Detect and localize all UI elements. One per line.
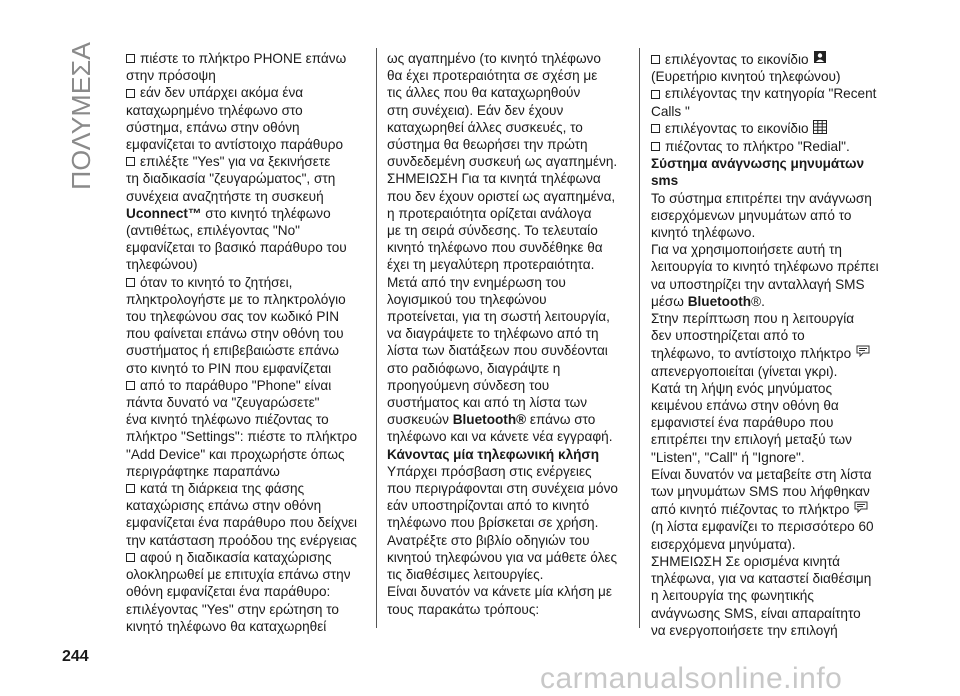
line-text: επιλέγοντας "Yes" στην ερώτηση το (126, 601, 339, 617)
text-line (126, 497, 366, 514)
line-text: τηλέφωνο που βρίσκεται σε χρήση. (387, 515, 599, 531)
text-line (126, 601, 366, 618)
text-line (387, 67, 627, 84)
bullet-item (126, 480, 366, 497)
text-line (126, 566, 366, 583)
text-line (651, 500, 896, 518)
text-line (126, 308, 366, 325)
line-text: η λειτουργία της φωνητικής (651, 588, 814, 604)
line-text: σύστημα, επάνω στην οθόνη (126, 119, 300, 135)
line-text: συσκευών Bluetooth® επάνω στο (387, 412, 596, 428)
line-text: εμφανίζεται το αντίστοιχο παράθυρο (126, 137, 344, 153)
line-text: Για να χρησιμοποιήσετε αυτή τη (651, 242, 842, 258)
line-text: προτείνεται, για τη σωστή λειτουργία, (387, 309, 610, 325)
text-line (387, 84, 627, 101)
text-line (387, 360, 627, 377)
text-line (387, 239, 627, 256)
line-text: τις διαθέσιμες λειτουργίες. (387, 567, 544, 583)
line-text: συστήματος ή επιβεβαιώστε επάνω (126, 343, 339, 359)
text-line (387, 325, 627, 342)
text-line (126, 514, 366, 531)
text-line (651, 310, 896, 327)
line-text: λίστα των διατάξεων που συνδέονται (387, 343, 608, 359)
line-text: λογισμικού του τηλεφώνου (387, 291, 547, 307)
text-line (651, 414, 896, 431)
line-text: περιγράφτηκε παραπάνω (126, 463, 280, 479)
column-right (651, 50, 896, 639)
line-text: επιτρέπει την επιλογή μεταξύ των (651, 432, 852, 448)
line-text: Uconnect™ στο κινητό τηλέφωνο (126, 205, 331, 221)
watermark: carmanualsonline.info (540, 662, 843, 695)
text-line (126, 446, 366, 463)
line-text: "Listen", "Call" ή "Ignore". (651, 449, 805, 465)
text-line (387, 566, 627, 583)
line-text: Κατά τη λήψη ενός μηνύματος (651, 380, 833, 396)
line-text: πληκτρολογήστε με το πληκτρολόγιο (126, 291, 346, 307)
text-line (387, 394, 627, 411)
line-text: τις άλλες που θα καταχωρηθούν (387, 85, 581, 101)
checkbox-bullet-icon (651, 142, 660, 151)
text-line (651, 363, 896, 380)
line-text: ολοκληρωθεί με επιτυχία επάνω στην (126, 567, 351, 583)
line-text: επιλέξτε "Yes" για να ξεκινήσετε (140, 154, 331, 170)
line-text: έχει τη μεγαλύτερη προτεραιότητα. (387, 257, 595, 273)
keypad-icon (813, 120, 827, 138)
line-text: θα έχει προτεραιότητα σε σχέση με (387, 68, 598, 84)
bullet-item (651, 85, 896, 102)
line-text: τη διαδικασία "ζευγαρώματος", στη (126, 171, 336, 187)
text-line (126, 239, 366, 256)
bullet-item (126, 274, 366, 291)
line-text: τηλέφωνο και να κάνετε νέα εγγραφή. (387, 429, 613, 445)
checkbox-bullet-icon (126, 381, 135, 390)
text-line (126, 102, 366, 119)
line-text: εισερχόμενων μηνυμάτων από το (651, 207, 852, 223)
text-line (651, 536, 896, 553)
text-line (651, 397, 896, 414)
line-text: εμφανίζεται το βασικό παράθυρο του (126, 240, 347, 256)
line-text: συνδεδεμένη συσκευή ως αγαπημένη. (387, 154, 618, 170)
line-text: που περιγράφονται στη συνέχεια μόνο (387, 481, 618, 497)
bullet-item (651, 138, 896, 155)
line-text: εάν δεν υπάρχει ακόμα ένα (140, 85, 304, 101)
line-text: μέσω Bluetooth®. (651, 293, 765, 309)
text-line (126, 532, 366, 549)
text-line (126, 325, 366, 342)
text-line (387, 308, 627, 325)
line-text: τους παρακάτω τρόπους: (387, 601, 540, 617)
text-line (387, 411, 627, 428)
line-text: Υπάρχει πρόσβαση στις ενέργειες (387, 463, 592, 479)
text-line (387, 497, 627, 514)
line-text: όταν το κινητό το ζητήσει, (140, 274, 293, 290)
text-line (126, 583, 366, 600)
line-text: κινητού τηλεφώνου για να μάθετε όλες (387, 549, 618, 565)
section-heading (651, 172, 896, 189)
bullet-item (126, 549, 366, 566)
column-middle (387, 50, 627, 618)
text-line (126, 256, 366, 273)
column-divider (376, 48, 377, 628)
line-text: καταχωρημένο τηλέφωνο στο (126, 102, 303, 118)
text-line (651, 103, 896, 120)
side-title-text: ΠΟΛΥΜΕΣΑ (66, 46, 96, 190)
text-line (651, 258, 896, 275)
line-text: απενεργοποιείται (γίνεται γκρι). (651, 363, 838, 379)
bullet-item (651, 120, 896, 138)
line-text: που φαίνεται επάνω στην οθόνη του (126, 326, 344, 342)
text-line (651, 570, 896, 587)
text-line (126, 188, 366, 205)
line-text: Μετά από την ενημέρωση του (387, 274, 566, 290)
checkbox-bullet-icon (651, 55, 660, 64)
line-text: ως αγαπημένο (το κινητό τηλέφωνο (387, 51, 601, 66)
line-text: (αντιθέτως, επιλέγοντας "No" (126, 223, 300, 239)
checkbox-bullet-icon (126, 278, 135, 287)
line-text: ΣΗΜΕΙΩΣΗ Σε ορισμένα κινητά (651, 553, 841, 569)
text-line (651, 241, 896, 258)
line-text: ένα κινητό τηλέφωνο πιέζοντας το (126, 412, 329, 428)
line-text: (η λίστα εμφανίζει το περισσότερο 60 (651, 519, 874, 535)
line-text: Είναι δυνατόν να κάνετε μία κλήση με (387, 584, 612, 600)
line-text: επιλέγοντας το εικονίδιο (665, 51, 809, 67)
text-line (387, 583, 627, 600)
text-line (387, 102, 627, 119)
line-text: που δεν έχουν οριστεί ως αγαπημένα, (387, 188, 616, 204)
text-line (651, 68, 896, 85)
line-text: κατά τη διάρκεια της φάσης (140, 481, 305, 497)
line-text: Είναι δυνατόν να μεταβείτε στη λίστα (651, 466, 872, 482)
line-text: με τη σειρά σύνδεσης. Το τελευταίο (387, 223, 598, 239)
line-text: τηλέφωνο, το αντίστοιχο πλήκτρο (651, 345, 852, 361)
text-line (387, 50, 627, 67)
message-icon (855, 344, 871, 362)
line-text: καταχώρισης επάνω στην οθόνη (126, 498, 322, 514)
line-text: πιέζοντας το πλήκτρο "Redial". (665, 139, 850, 155)
line-text: Το σύστημα επιτρέπει την ανάγνωση (651, 190, 872, 206)
line-text: πάντα δυνατό να "ζευγαρώσετε" (126, 395, 320, 411)
line-text: λειτουργία το κινητό τηλέφωνο πρέπει (651, 259, 879, 275)
line-text: τηλεφώνου) (126, 257, 198, 273)
line-text: συνέχεια αναζητήστε τη συσκευή (126, 188, 324, 204)
column-left (126, 50, 366, 635)
checkbox-bullet-icon (651, 124, 660, 133)
line-text: να διαγράψετε το τηλέφωνο από τη (387, 326, 599, 342)
bullet-item (126, 377, 366, 394)
text-line (387, 342, 627, 359)
text-line (387, 480, 627, 497)
bullet-item (126, 153, 366, 170)
text-line (651, 553, 896, 570)
text-line (126, 170, 366, 187)
checkbox-bullet-icon (126, 54, 135, 63)
line-text: Ανατρέξτε στο βιβλίο οδηγιών του (387, 532, 590, 548)
line-text: κινητό τηλέφωνο που συνδέθηκε θα (387, 240, 603, 256)
line-text: συστήματος και από τη λίστα των (387, 395, 588, 411)
line-text: των μηνυμάτων SMS που λήφθηκαν (651, 484, 870, 500)
text-line (387, 119, 627, 136)
line-text: κειμένου επάνω στην οθόνη θα (651, 398, 839, 414)
text-line (387, 256, 627, 273)
bullet-item (126, 84, 366, 101)
text-line (651, 483, 896, 500)
bullet-item (126, 50, 366, 67)
line-text: εισερχόμενα μηνύματα). (651, 536, 796, 552)
text-line (651, 276, 896, 293)
line-text: να ενεργοποιήσετε την επιλογή (651, 622, 838, 638)
line-text: στο ραδιόφωνο, διαγράψτε η (387, 360, 561, 376)
message-icon (853, 500, 869, 518)
text-line (387, 291, 627, 308)
text-line (387, 514, 627, 531)
line-text: αφού η διαδικασία καταχώρισης (140, 549, 332, 565)
text-line (387, 274, 627, 291)
line-text: η προτεραιότητα ορίζεται ανάλογα (387, 205, 592, 221)
text-line (126, 428, 366, 445)
line-text: την κατάσταση προόδου της ενέργειας (126, 532, 357, 548)
line-text: εάν υποστηρίζονται από το κινητό (387, 498, 590, 514)
text-line (651, 587, 896, 604)
line-text: από το παράθυρο "Phone" είναι (140, 377, 332, 393)
text-line (126, 618, 366, 635)
text-line (126, 67, 366, 84)
line-text: του τηλεφώνου σας τον κωδικό PIN (126, 309, 340, 325)
page-number: 244 (62, 648, 89, 665)
text-line (651, 327, 896, 344)
section-heading (651, 155, 896, 172)
section-heading (387, 446, 627, 463)
text-line (651, 293, 896, 310)
line-text: ανάγνωσης SMS, είναι απαραίτητο (651, 605, 861, 621)
line-text: Κάνοντας μία τηλεφωνική κλήση (387, 446, 600, 462)
text-line (387, 377, 627, 394)
text-line (387, 170, 627, 187)
checkbox-bullet-icon (126, 553, 135, 562)
text-line (126, 222, 366, 239)
line-text: sms (651, 173, 679, 189)
text-line (651, 466, 896, 483)
text-line (126, 291, 366, 308)
checkbox-bullet-icon (126, 157, 135, 166)
line-text: επιλέγοντας την κατηγορία "Recent (665, 86, 877, 102)
line-text: επιλέγοντας το εικονίδιο (665, 121, 809, 137)
text-line (651, 449, 896, 466)
checkbox-bullet-icon (651, 90, 660, 99)
text-line (651, 622, 896, 639)
bullet-item (651, 50, 896, 68)
text-line (126, 411, 366, 428)
line-text: κινητό τηλέφωνο θα καταχωρηθεί (126, 618, 327, 634)
text-line (387, 222, 627, 239)
text-line (126, 205, 366, 222)
line-text: προηγούμενη σύνδεση του (387, 377, 550, 393)
text-line (387, 188, 627, 205)
text-line (651, 224, 896, 241)
text-line (651, 605, 896, 622)
line-text: οθόνη εμφανίζεται ένα παράθυρο: (126, 584, 331, 600)
text-line (651, 518, 896, 535)
line-text: πιέστε το πλήκτρο PHONE επάνω (140, 51, 347, 66)
line-text: τηλέφωνα, για να καταστεί διαθέσιμη (651, 571, 872, 587)
text-line (126, 360, 366, 377)
line-text: εμφανιστεί ένα παράθυρο που (651, 415, 834, 431)
text-line (651, 344, 896, 362)
line-text: Calls " (651, 103, 690, 119)
checkbox-bullet-icon (126, 89, 135, 98)
text-line (651, 431, 896, 448)
side-section-title (62, 40, 102, 190)
text-line (651, 190, 896, 207)
line-text: καταχωρηθεί άλλες συσκευές, το (387, 119, 583, 135)
line-text: στη συνέχεια). Εάν δεν έχουν (387, 102, 564, 118)
line-text: Στην περίπτωση που η λειτουργία (651, 311, 855, 327)
text-line (387, 136, 627, 153)
text-line (126, 342, 366, 359)
line-text: δεν υποστηρίζεται από το (651, 328, 805, 344)
text-line (387, 532, 627, 549)
line-text: από κινητό πιέζοντας το πλήκτρο (651, 501, 850, 517)
text-line (387, 428, 627, 445)
line-text: (Ευρετήριο κινητού τηλεφώνου) (651, 69, 841, 85)
line-text: εμφανίζεται ένα παράθυρο που δείχνει (126, 515, 358, 531)
text-line (387, 601, 627, 618)
line-text: Σύστημα ανάγνωσης μηνυμάτων (651, 156, 865, 172)
text-line (126, 119, 366, 136)
line-text: σύστημα θα θεωρήσει την πρώτη (387, 137, 588, 153)
line-text: να υποστηρίζει την ανταλλαγή SMS (651, 276, 865, 292)
checkbox-bullet-icon (126, 484, 135, 493)
contacts-book-icon (813, 50, 827, 68)
text-line (387, 463, 627, 480)
text-line (387, 153, 627, 170)
text-line (651, 207, 896, 224)
text-line (126, 136, 366, 153)
line-text: πλήκτρο "Settings": πιέστε το πλήκτρο (126, 429, 358, 445)
text-line (651, 380, 896, 397)
line-text: στην πρόσοψη (126, 68, 216, 84)
text-line (387, 549, 627, 566)
text-line (387, 205, 627, 222)
text-line (126, 394, 366, 411)
text-line (126, 463, 366, 480)
column-divider (639, 48, 640, 628)
line-text: "Add Device" και προχωρήστε όπως (126, 446, 345, 462)
line-text: κινητό τηλέφωνο. (651, 225, 756, 241)
line-text: στο κινητό το PIN που εμφανίζεται (126, 360, 332, 376)
line-text: ΣΗΜΕΙΩΣΗ Για τα κινητά τηλέφωνα (387, 171, 601, 187)
